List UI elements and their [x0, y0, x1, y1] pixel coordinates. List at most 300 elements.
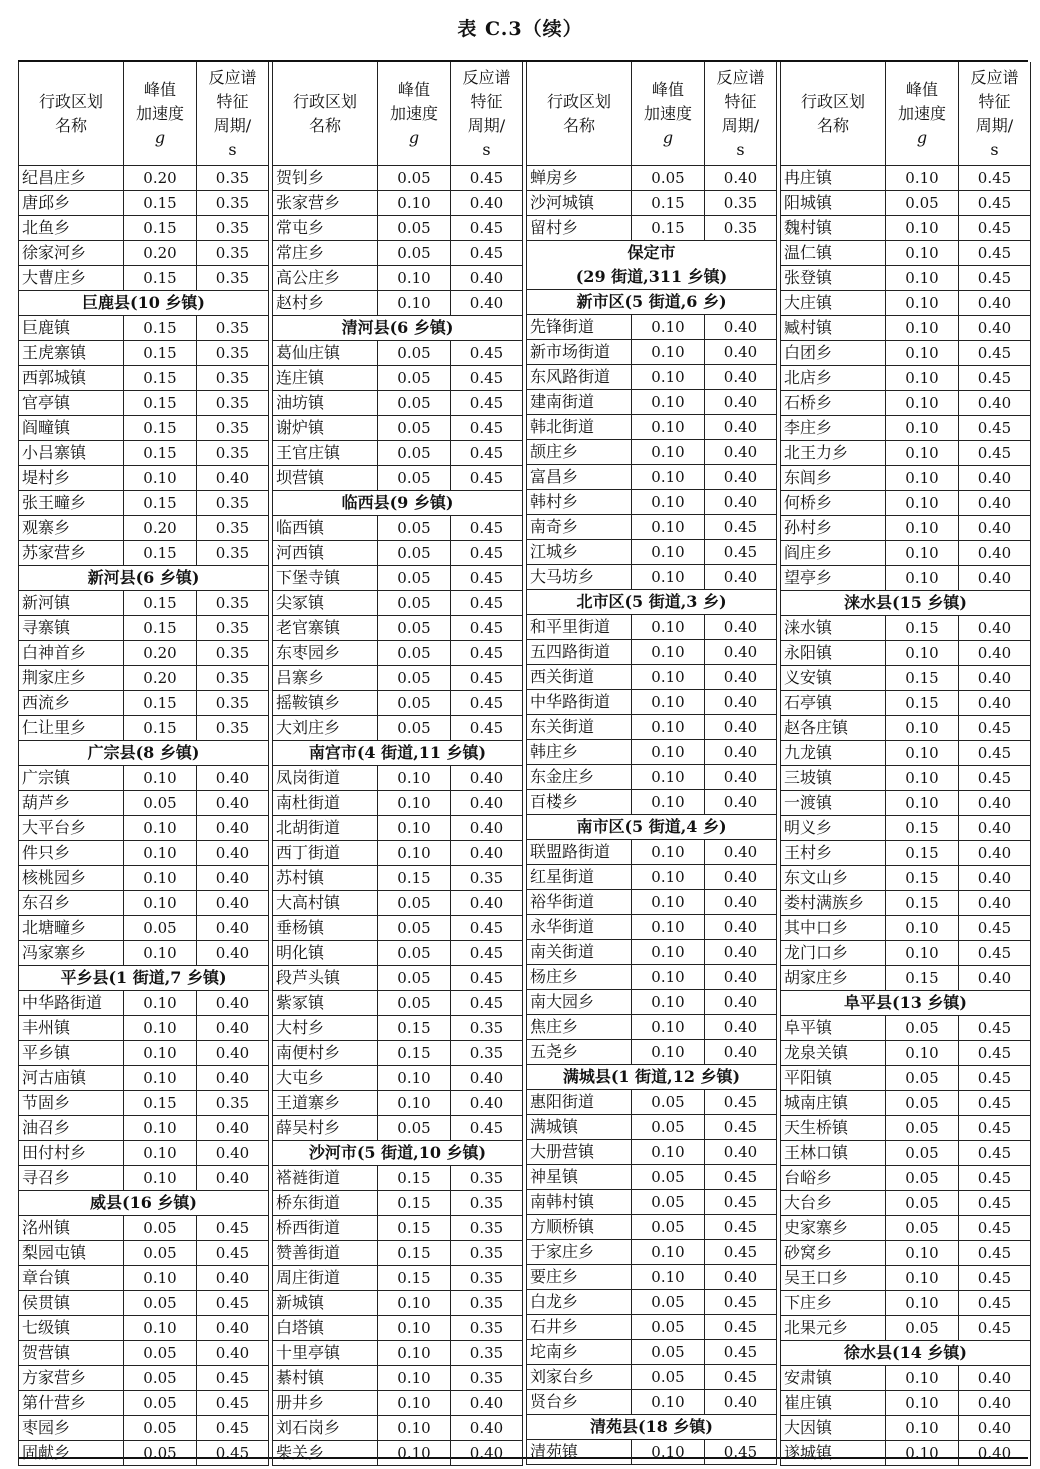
district-name: 大曹庄乡: [19, 266, 124, 291]
peak-acceleration: 0.10: [632, 315, 705, 340]
characteristic-period: 0.45: [451, 641, 523, 666]
table-row: [781, 441, 1031, 466]
characteristic-period: 0.40: [959, 566, 1031, 591]
district-name: 明化镇: [273, 941, 378, 966]
district-name: 中华路街道: [527, 690, 632, 715]
district-name: 南韩村镇: [527, 1190, 632, 1215]
district-name: 臧村镇: [781, 316, 886, 341]
peak-acceleration: 0.15: [124, 416, 197, 441]
district-name: 永华街道: [527, 915, 632, 940]
characteristic-period: 0.40: [705, 865, 777, 890]
table-row: [781, 1416, 1031, 1441]
table-row: [19, 616, 269, 641]
peak-acceleration: 0.05: [378, 966, 451, 991]
section-header-title: 平乡县(1 街道,7 乡镇): [60, 968, 227, 987]
table-row: [527, 315, 777, 340]
characteristic-period: 0.40: [197, 841, 269, 866]
characteristic-period: 0.35: [451, 1291, 523, 1316]
peak-acceleration: 0.05: [632, 1290, 705, 1315]
table-row: [19, 866, 269, 891]
table-row: [781, 191, 1031, 216]
table-row: [527, 565, 777, 590]
peak-acceleration: 0.05: [632, 1365, 705, 1390]
header-row: [273, 62, 523, 166]
table-row: [19, 666, 269, 691]
peak-acceleration: 0.10: [886, 466, 959, 491]
district-name: 神星镇: [527, 1165, 632, 1190]
district-name: 段芦头镇: [273, 966, 378, 991]
characteristic-period: 0.45: [197, 1391, 269, 1416]
peak-acceleration: 0.10: [886, 1416, 959, 1441]
district-name: 紫冢镇: [273, 991, 378, 1016]
peak-acceleration: 0.10: [886, 566, 959, 591]
characteristic-period: 0.45: [705, 1165, 777, 1190]
section-header-row: [527, 1065, 777, 1090]
district-name: 平乡镇: [19, 1041, 124, 1066]
peak-acceleration: 0.10: [632, 665, 705, 690]
table-row: [527, 1240, 777, 1265]
table-row: [273, 716, 523, 741]
characteristic-period: 0.35: [197, 441, 269, 466]
characteristic-period: 0.40: [959, 616, 1031, 641]
section-header-row: [781, 1341, 1031, 1366]
district-name: 方家营乡: [19, 1366, 124, 1391]
characteristic-period: 0.35: [197, 266, 269, 291]
table-row: [19, 1291, 269, 1316]
table-column-3: [526, 62, 776, 1461]
district-name: 石井乡: [527, 1315, 632, 1340]
characteristic-period: 0.40: [197, 941, 269, 966]
characteristic-period: 0.35: [197, 541, 269, 566]
district-name: 新河镇: [19, 591, 124, 616]
district-name: 大屯乡: [273, 1066, 378, 1091]
section-header-subtitle: (29 街道,311 乡镇): [575, 267, 728, 286]
peak-acceleration: 0.15: [124, 391, 197, 416]
table-row: [527, 665, 777, 690]
table-row: [527, 340, 777, 365]
district-name: 永阳镇: [781, 641, 886, 666]
district-name: 赞善街道: [273, 1241, 378, 1266]
district-name: 南便村乡: [273, 1041, 378, 1066]
section-header: [527, 1415, 777, 1440]
characteristic-period: 0.45: [451, 566, 523, 591]
characteristic-period: 0.45: [959, 716, 1031, 741]
table-row: [527, 865, 777, 890]
peak-acceleration: 0.10: [632, 965, 705, 990]
table-row: [19, 491, 269, 516]
peak-acceleration: 0.10: [886, 716, 959, 741]
table-row: [527, 940, 777, 965]
peak-acceleration: 0.05: [378, 591, 451, 616]
characteristic-period: 0.45: [451, 541, 523, 566]
district-name: 西丁街道: [273, 841, 378, 866]
characteristic-period: 0.35: [197, 416, 269, 441]
table-row: [19, 1391, 269, 1416]
table-row: [527, 1440, 777, 1465]
characteristic-period: 0.35: [451, 1191, 523, 1216]
district-name: 寻寨镇: [19, 616, 124, 641]
peak-acceleration: 0.10: [124, 1041, 197, 1066]
characteristic-period: 0.40: [705, 415, 777, 440]
characteristic-period: 0.40: [451, 891, 523, 916]
peak-acceleration: 0.15: [886, 966, 959, 991]
section-header: [273, 1141, 523, 1166]
district-name: 孙村乡: [781, 516, 886, 541]
table-row: [781, 641, 1031, 666]
table-row: [527, 1340, 777, 1365]
district-name: 坝营镇: [273, 466, 378, 491]
table-row: [273, 1416, 523, 1441]
characteristic-period: 0.45: [197, 1441, 269, 1466]
header-pga-unit: g: [662, 127, 674, 147]
table-row: [273, 166, 523, 191]
table-row: [781, 466, 1031, 491]
section-header: [527, 241, 777, 290]
district-name: 红星街道: [527, 865, 632, 890]
characteristic-period: 0.40: [705, 340, 777, 365]
characteristic-period: 0.40: [197, 1266, 269, 1291]
district-name: 桥西街道: [273, 1216, 378, 1241]
district-name: 其中口乡: [781, 916, 886, 941]
table-row: [527, 915, 777, 940]
table-row: [527, 1365, 777, 1390]
district-name: 北店乡: [781, 366, 886, 391]
peak-acceleration: 0.05: [378, 1116, 451, 1141]
characteristic-period: 0.35: [451, 1216, 523, 1241]
header-row: [781, 62, 1031, 166]
district-name: 东文山乡: [781, 866, 886, 891]
peak-acceleration: 0.15: [378, 1016, 451, 1041]
peak-acceleration: 0.10: [632, 915, 705, 940]
characteristic-period: 0.40: [705, 365, 777, 390]
district-name: 大平台乡: [19, 816, 124, 841]
header-pga: [886, 62, 959, 166]
characteristic-period: 0.45: [705, 1215, 777, 1240]
header-name-line2: 名称: [562, 115, 595, 135]
peak-acceleration: 0.05: [378, 666, 451, 691]
district-name: 葛仙庄镇: [273, 341, 378, 366]
peak-acceleration: 0.15: [886, 841, 959, 866]
table-row: [273, 816, 523, 841]
table-row: [527, 615, 777, 640]
section-header-title: 新河县(6 乡镇): [87, 568, 200, 587]
table-row: [273, 866, 523, 891]
table-row: [527, 1115, 777, 1140]
peak-acceleration: 0.05: [886, 1116, 959, 1141]
table-row: [19, 366, 269, 391]
district-name: 贤台乡: [527, 1390, 632, 1415]
district-name: 大刘庄乡: [273, 716, 378, 741]
table-row: [273, 1341, 523, 1366]
district-name: 平阳镇: [781, 1066, 886, 1091]
district-name: 冯家寨乡: [19, 941, 124, 966]
table-column-1: [18, 62, 268, 1462]
peak-acceleration: 0.10: [632, 340, 705, 365]
header-period-line3: 周期/: [721, 115, 760, 135]
district-name: 章台镇: [19, 1266, 124, 1291]
district-name: 天生桥镇: [781, 1116, 886, 1141]
peak-acceleration: 0.10: [632, 640, 705, 665]
table-row: [527, 1190, 777, 1215]
table-row: [781, 1441, 1031, 1466]
district-name: 五尧乡: [527, 1040, 632, 1065]
district-name: 固献乡: [19, 1441, 124, 1466]
table-row: [273, 1116, 523, 1141]
district-name: 中华路街道: [19, 991, 124, 1016]
peak-acceleration: 0.15: [378, 1166, 451, 1191]
peak-acceleration: 0.05: [378, 516, 451, 541]
peak-acceleration: 0.10: [124, 991, 197, 1016]
table-row: [19, 1066, 269, 1091]
table-row: [273, 241, 523, 266]
table-row: [781, 1291, 1031, 1316]
district-name: 油坊镇: [273, 391, 378, 416]
header-pga-line1: 峰值: [651, 79, 684, 99]
table-row: [19, 716, 269, 741]
peak-acceleration: 0.15: [124, 316, 197, 341]
peak-acceleration: 0.10: [886, 491, 959, 516]
peak-acceleration: 0.15: [378, 1216, 451, 1241]
peak-acceleration: 0.10: [886, 416, 959, 441]
district-name: 张登镇: [781, 266, 886, 291]
characteristic-period: 0.35: [197, 491, 269, 516]
seismic-parameter-table: [18, 60, 1028, 1462]
table-row: [781, 1266, 1031, 1291]
peak-acceleration: 0.10: [886, 741, 959, 766]
characteristic-period: 0.45: [451, 941, 523, 966]
district-name: 阎庄乡: [781, 541, 886, 566]
table-row: [527, 640, 777, 665]
district-name: 江城乡: [527, 540, 632, 565]
district-name: 涞水镇: [781, 616, 886, 641]
district-name: 大马坊乡: [527, 565, 632, 590]
header-name-line2: 名称: [54, 115, 87, 135]
peak-acceleration: 0.20: [124, 166, 197, 191]
table-row: [781, 366, 1031, 391]
table-row: [781, 766, 1031, 791]
table-row: [273, 966, 523, 991]
table-row: [273, 1441, 523, 1466]
section-header: [527, 1065, 777, 1090]
peak-acceleration: 0.10: [632, 840, 705, 865]
characteristic-period: 0.40: [197, 1341, 269, 1366]
characteristic-period: 0.45: [451, 466, 523, 491]
district-name: 东闾乡: [781, 466, 886, 491]
district-name: 七级镇: [19, 1316, 124, 1341]
peak-acceleration: 0.05: [378, 466, 451, 491]
district-name: 韩北街道: [527, 415, 632, 440]
district-name: 张家营乡: [273, 191, 378, 216]
district-name: 王林口镇: [781, 1141, 886, 1166]
table-row: [527, 840, 777, 865]
header-name-line2: 名称: [816, 115, 849, 135]
district-name: 南关街道: [527, 940, 632, 965]
district-name: 垂杨镇: [273, 916, 378, 941]
characteristic-period: 0.40: [451, 1091, 523, 1116]
peak-acceleration: 0.10: [886, 1041, 959, 1066]
header-row: [19, 62, 269, 166]
district-name: 西关街道: [527, 665, 632, 690]
peak-acceleration: 0.10: [632, 990, 705, 1015]
characteristic-period: 0.45: [959, 1141, 1031, 1166]
characteristic-period: 0.45: [451, 966, 523, 991]
characteristic-period: 0.40: [197, 1016, 269, 1041]
characteristic-period: 0.40: [451, 1441, 523, 1466]
peak-acceleration: 0.10: [378, 1316, 451, 1341]
header-name: [527, 62, 632, 166]
header-period-line2: 特征: [470, 91, 503, 111]
characteristic-period: 0.40: [705, 940, 777, 965]
district-name: 河古庙镇: [19, 1066, 124, 1091]
district-name: 大村乡: [273, 1016, 378, 1041]
peak-acceleration: 0.10: [378, 291, 451, 316]
peak-acceleration: 0.10: [378, 1441, 451, 1466]
table-row: [273, 366, 523, 391]
header-name-line1: 行政区划: [546, 91, 611, 111]
characteristic-period: 0.40: [705, 615, 777, 640]
peak-acceleration: 0.10: [886, 391, 959, 416]
peak-acceleration: 0.05: [124, 791, 197, 816]
characteristic-period: 0.40: [705, 765, 777, 790]
section-header-title: 巨鹿县(10 乡镇): [82, 293, 205, 312]
characteristic-period: 0.40: [451, 766, 523, 791]
peak-acceleration: 0.05: [378, 216, 451, 241]
table-row: [273, 391, 523, 416]
peak-acceleration: 0.05: [378, 891, 451, 916]
district-name: 张王疃乡: [19, 491, 124, 516]
characteristic-period: 0.35: [197, 516, 269, 541]
characteristic-period: 0.35: [451, 1241, 523, 1266]
district-name: 温仁镇: [781, 241, 886, 266]
peak-acceleration: 0.05: [378, 641, 451, 666]
characteristic-period: 0.40: [705, 665, 777, 690]
section-header: [273, 741, 523, 766]
characteristic-period: 0.45: [959, 1166, 1031, 1191]
characteristic-period: 0.45: [197, 1366, 269, 1391]
peak-acceleration: 0.05: [886, 1066, 959, 1091]
district-name: 临西镇: [273, 516, 378, 541]
district-name: 西郭城镇: [19, 366, 124, 391]
district-name: 王村乡: [781, 841, 886, 866]
section-header-row: [273, 316, 523, 341]
table-row: [527, 990, 777, 1015]
district-name: 望亭乡: [781, 566, 886, 591]
peak-acceleration: 0.10: [378, 1291, 451, 1316]
table-row: [781, 1116, 1031, 1141]
characteristic-period: 0.45: [451, 216, 523, 241]
district-name: 南大园乡: [527, 990, 632, 1015]
district-name: 满城镇: [527, 1115, 632, 1140]
table-row: [527, 790, 777, 815]
section-header-title: 威县(16 乡镇): [90, 1193, 197, 1212]
district-name: 联盟路街道: [527, 840, 632, 865]
peak-acceleration: 0.10: [632, 765, 705, 790]
table-row: [781, 216, 1031, 241]
district-name: 小吕寨镇: [19, 441, 124, 466]
district-name: 葫芦乡: [19, 791, 124, 816]
district-name: 崔庄镇: [781, 1391, 886, 1416]
peak-acceleration: 0.15: [378, 866, 451, 891]
district-name: 北鱼乡: [19, 216, 124, 241]
table-row: [273, 916, 523, 941]
district-name: 砂窝乡: [781, 1241, 886, 1266]
characteristic-period: 0.40: [959, 1416, 1031, 1441]
peak-acceleration: 0.05: [886, 1216, 959, 1241]
district-name: 北果元乡: [781, 1316, 886, 1341]
district-name: 台峪乡: [781, 1166, 886, 1191]
district-name: 节固乡: [19, 1091, 124, 1116]
characteristic-period: 0.45: [705, 1240, 777, 1265]
header-name: [19, 62, 124, 166]
district-name: 荆家庄乡: [19, 666, 124, 691]
table-row: [273, 691, 523, 716]
peak-acceleration: 0.05: [378, 691, 451, 716]
characteristic-period: 0.40: [959, 891, 1031, 916]
characteristic-period: 0.35: [197, 366, 269, 391]
table-row: [19, 816, 269, 841]
district-name: 一渡镇: [781, 791, 886, 816]
peak-acceleration: 0.20: [124, 241, 197, 266]
table-row: [527, 1140, 777, 1165]
header-pga-unit: g: [916, 127, 928, 147]
characteristic-period: 0.40: [197, 866, 269, 891]
header-pga-line1: 峰值: [143, 79, 176, 99]
table-row: [19, 991, 269, 1016]
section-header: [19, 291, 269, 316]
district-name: 韩庄乡: [527, 740, 632, 765]
header-pga-line1: 峰值: [905, 79, 938, 99]
characteristic-period: 0.40: [705, 790, 777, 815]
characteristic-period: 0.45: [959, 741, 1031, 766]
peak-acceleration: 0.10: [632, 465, 705, 490]
table-row: [273, 291, 523, 316]
peak-acceleration: 0.05: [632, 166, 705, 191]
district-name: 广宗镇: [19, 766, 124, 791]
table-row: [19, 1016, 269, 1041]
characteristic-period: 0.40: [959, 1391, 1031, 1416]
district-name: 九龙镇: [781, 741, 886, 766]
characteristic-period: 0.40: [705, 440, 777, 465]
section-header-row: [19, 1191, 269, 1216]
district-name: 王道寨乡: [273, 1091, 378, 1116]
header-period-line3: 周期/: [467, 115, 506, 135]
characteristic-period: 0.40: [705, 565, 777, 590]
district-name: 件只乡: [19, 841, 124, 866]
characteristic-period: 0.40: [197, 1041, 269, 1066]
table-row: [273, 1241, 523, 1266]
characteristic-period: 0.35: [197, 216, 269, 241]
table-row: [273, 191, 523, 216]
table-row: [19, 1241, 269, 1266]
district-name: 遂城镇: [781, 1441, 886, 1466]
district-name: 褡裢街道: [273, 1166, 378, 1191]
characteristic-period: 0.40: [959, 641, 1031, 666]
district-name: 唐邱乡: [19, 191, 124, 216]
section-header: [781, 591, 1031, 616]
table-row: [781, 391, 1031, 416]
section-header-title: 阜平县(13 乡镇): [844, 993, 967, 1012]
district-name: 綦村镇: [273, 1366, 378, 1391]
characteristic-period: 0.45: [451, 916, 523, 941]
section-header-row: [781, 991, 1031, 1016]
section-header-title: 新市区(5 街道,6 乡): [576, 292, 727, 311]
peak-acceleration: 0.10: [632, 690, 705, 715]
table-row: [781, 891, 1031, 916]
district-name: 纪昌庄乡: [19, 166, 124, 191]
characteristic-period: 0.40: [705, 965, 777, 990]
characteristic-period: 0.40: [451, 841, 523, 866]
characteristic-period: 0.45: [959, 191, 1031, 216]
